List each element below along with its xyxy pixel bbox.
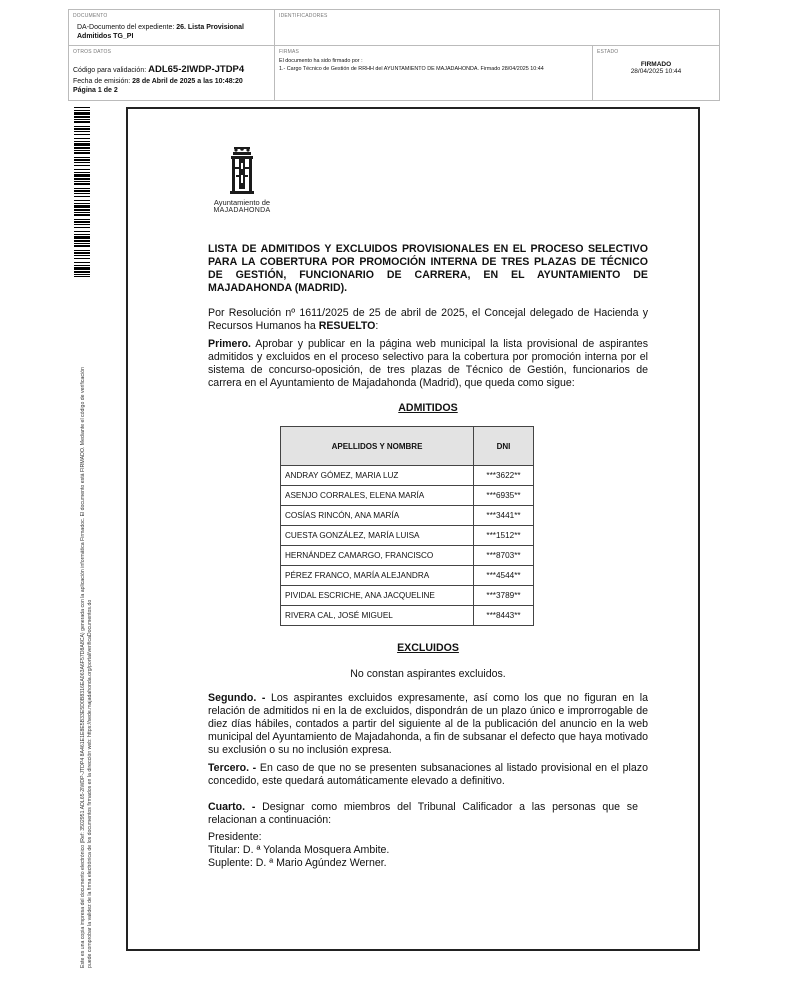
intro-bold: RESUELTO bbox=[318, 320, 376, 332]
tribunal-list bbox=[208, 831, 648, 870]
cell-name: HERNÁNDEZ CAMARGO, FRANCISCO bbox=[281, 546, 474, 566]
otros-datos-cell bbox=[69, 46, 275, 100]
table-row bbox=[281, 586, 534, 606]
excluidos-text: No constan aspirantes excluidos. bbox=[350, 668, 506, 680]
table-row bbox=[281, 506, 534, 526]
logo-line-1: Ayuntamiento de bbox=[213, 198, 271, 207]
side-verification-text bbox=[80, 288, 94, 968]
fecha-value: 28 de Abril de 2025 a las 10:48:20 bbox=[132, 78, 243, 85]
firmas-label: FIRMAS bbox=[279, 49, 300, 55]
ayuntamiento-logo bbox=[206, 145, 278, 217]
admitidos-table bbox=[280, 426, 534, 626]
primero-label: Primero. bbox=[208, 338, 251, 350]
segundo-paragraph bbox=[208, 692, 648, 757]
table-row bbox=[281, 486, 534, 506]
document-page bbox=[126, 107, 700, 951]
cell-dni: ***6935** bbox=[474, 486, 534, 506]
col-header-dni: DNI bbox=[474, 427, 534, 466]
presidente-label: Presidente: bbox=[208, 831, 262, 843]
cell-dni: ***3622** bbox=[474, 466, 534, 486]
fecha-line bbox=[73, 77, 270, 86]
estado-value: FIRMADO bbox=[640, 61, 672, 68]
primero-paragraph bbox=[208, 338, 648, 390]
document-title: LISTA DE ADMITIDOS Y EXCLUIDOS PROVISIONALES EN EL PROCESO SELECTIVO PARA LA COBERTURA POR PROMOCIÓN INTERNA DE TRES PLAZAS DE TÉCNICO DE GESTIÓN, FUNCIONARIO DE CARRERA, EN EL AYUNTAMIENTO DE MAJADAHONDA (MADRID). bbox=[208, 243, 648, 294]
suplente: Suplente: D. ª Mario Agúndez Werner. bbox=[208, 857, 387, 869]
cell-name: COSÍAS RINCÓN, ANA MARÍA bbox=[281, 506, 474, 526]
firma-line-1: El documento ha sido firmado por : bbox=[279, 58, 363, 64]
table-row bbox=[281, 546, 534, 566]
cell-name: ASENJO CORRALES, ELENA MARÍA bbox=[281, 486, 474, 506]
cell-dni: ***8443** bbox=[474, 606, 534, 626]
segundo-text: Los aspirantes excluidos expresamente, así como los que no figuran en la relación de admitidos ni en la de excluidos, dispondrán de un plazo único e improrrogable de diez días hábiles, contados a partir del siguiente al de la publicación del anuncio en la web municipal del Ayuntamiento de Majadahonda, a fin de subsanar el defecto que haya motivado su exclusión o su no inclusión expresa. bbox=[208, 692, 648, 756]
excluidos-heading: EXCLUIDOS bbox=[397, 642, 459, 654]
pagina: Página 1 de 2 bbox=[73, 87, 118, 94]
cuarto-text: Designar como miembros del Tribunal Calificador a las personas que se relacionan a continuación: bbox=[208, 801, 638, 826]
cell-name: CUESTA GONZÁLEZ, MARÍA LUISA bbox=[281, 526, 474, 546]
table-row bbox=[281, 606, 534, 626]
otros-datos-label: OTROS DATOS bbox=[73, 49, 112, 55]
table-row bbox=[281, 466, 534, 486]
codigo-line bbox=[73, 59, 270, 77]
tercero-label: Tercero. - bbox=[208, 762, 257, 774]
estado-date: 28/04/2025 10:44 bbox=[630, 68, 682, 75]
intro-paragraph bbox=[208, 307, 648, 333]
primero-text: Aprobar y publicar en la página web municipal la lista provisional de aspirantes admitidos y excluidos en el proceso selectivo para la cobertura por promoción interna por el sistema de concurso-oposición, de tres plazas de Técnico de Gestión, funcionarios de carrera en el Ayuntamiento de Majadahonda (Madrid), que queda como sigue: bbox=[208, 338, 648, 389]
table-header-row bbox=[281, 427, 534, 466]
cell-name: RIVERA CAL, JOSÉ MIGUEL bbox=[281, 606, 474, 626]
cell-name: PÉREZ FRANCO, MARÍA ALEJANDRA bbox=[281, 566, 474, 586]
firmas-cell bbox=[275, 46, 593, 100]
intro-text: Por Resolución nº 1611/2025 de 25 de abril de 2025, el Concejal delegado de Hacienda y Recursos Humanos ha bbox=[208, 307, 648, 332]
cell-dni: ***3441** bbox=[474, 506, 534, 526]
document-header bbox=[68, 9, 720, 101]
intro-end: : bbox=[375, 320, 379, 332]
col-header-name: APELLIDOS Y NOMBRE bbox=[281, 427, 474, 466]
documento-cell bbox=[69, 10, 275, 46]
fecha-label: Fecha de emisión: bbox=[73, 78, 133, 85]
logo-line-2: MAJADAHONDA bbox=[213, 207, 271, 214]
estado-cell bbox=[593, 46, 719, 100]
cell-dni: ***8703** bbox=[474, 546, 534, 566]
segundo-label: Segundo. - bbox=[208, 692, 266, 704]
table-row bbox=[281, 526, 534, 546]
cuarto-label: Cuarto. - bbox=[208, 801, 256, 813]
cell-name: ANDRAY GÓMEZ, MARIA LUZ bbox=[281, 466, 474, 486]
cell-dni: ***3789** bbox=[474, 586, 534, 606]
barcode-icon bbox=[74, 107, 90, 277]
documento-value bbox=[73, 23, 270, 41]
side-text-2: puede comprobar la validez de la firma electrónica de los documentos firmados en la dirección web: https://sede.majadahonda.org/portal/verificaDocumentos.do bbox=[87, 599, 93, 968]
identificadores-label: IDENTIFICADORES bbox=[279, 13, 328, 19]
table-row bbox=[281, 566, 534, 586]
codigo-label: Código para validación: bbox=[73, 67, 149, 74]
tercero-text: En caso de que no se presenten subsanaciones al listado provisional en el plazo concedido, este quedará automáticamente elevado a definitivo. bbox=[208, 762, 648, 787]
firma-line-2: 1.- Cargo Técnico de Gestión de RRHH del AYUNTAMIENTO DE MAJADAHONDA. Firmado 28/04/2025 10:44 bbox=[279, 66, 544, 72]
estado-label: ESTADO bbox=[597, 49, 619, 55]
cuarto-paragraph bbox=[208, 801, 638, 827]
identificadores-cell bbox=[275, 10, 719, 46]
titular: Titular: D. ª Yolanda Mosquera Ambite. bbox=[208, 844, 390, 856]
crown-tower-icon bbox=[206, 145, 278, 197]
admitidos-heading: ADMITIDOS bbox=[398, 402, 458, 414]
documento-label: DOCUMENTO bbox=[73, 13, 108, 19]
documento-prefix: DA-Documento del expediente: bbox=[77, 24, 177, 31]
tercero-paragraph bbox=[208, 762, 648, 788]
cell-dni: ***4544** bbox=[474, 566, 534, 586]
codigo-value: ADL65-2IWDP-JTDP4 bbox=[148, 64, 245, 75]
cell-name: PIVIDAL ESCRICHE, ANA JACQUELINE bbox=[281, 586, 474, 606]
documento-name: 26. Lista Provisional Admitidos TG_PI bbox=[77, 24, 244, 40]
cell-dni: ***1512** bbox=[474, 526, 534, 546]
side-text-1: Este es una copia impresa del documento electrónico (Ref: 3502951 ADL65-2IWDP-JTDP4 8A461E1E8E5B33E5D0B8316EA063A6F57D8A8CA) generada con la aplicación informática Firmadoc. El documento está FIRMADO. Mediante el código de verificación bbox=[80, 367, 86, 968]
